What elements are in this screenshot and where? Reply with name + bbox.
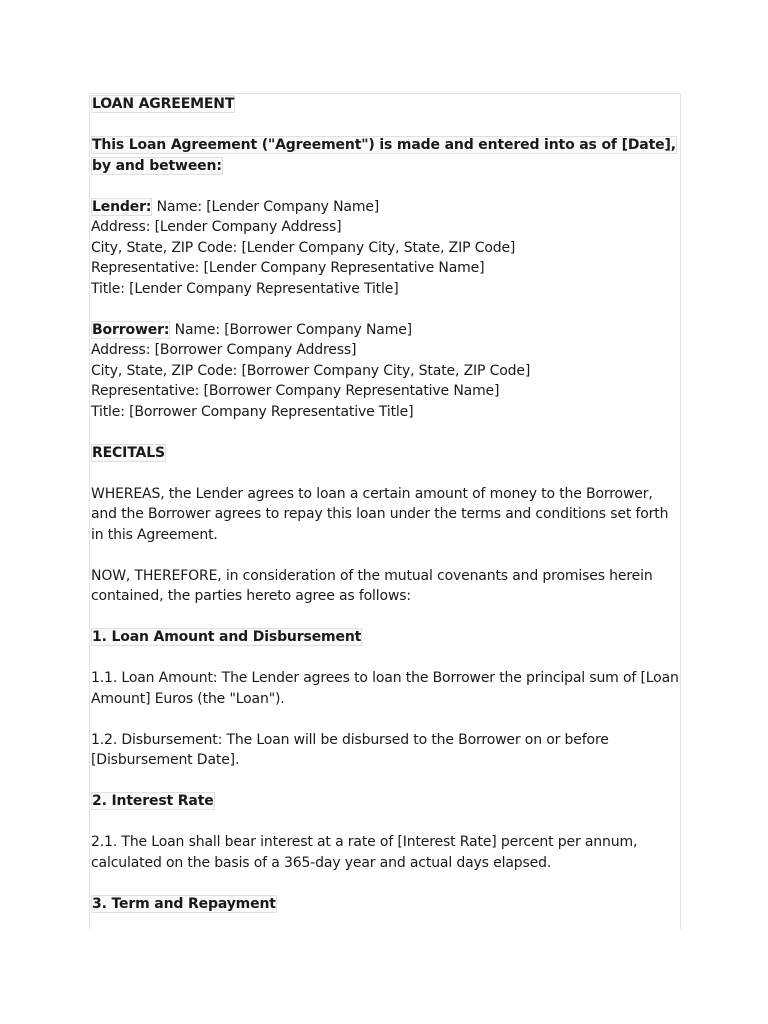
- now-therefore-paragraph: NOW, THEREFORE, in consideration of the mutual covenants and promises herein contained, the parties hereto agree as follows:: [91, 567, 653, 604]
- lender-representative: Representative: [Lender Company Representative Name]: [91, 260, 485, 276]
- section-2-1-paragraph: 2.1. The Loan shall bear interest at a rate of [Interest Rate] percent per annum, calculated on the basis of a 365-day year and actual days elapsed.: [91, 834, 638, 871]
- document-title: LOAN AGREEMENT: [92, 96, 235, 112]
- document-body: [90, 94, 680, 914]
- lender-address: Address: [Lender Company Address]: [91, 219, 342, 235]
- lender-name: Name: [Lender Company Name]: [156, 198, 380, 215]
- section-1-1-paragraph: 1.1. Loan Amount: The Lender agrees to loan the Borrower the principal sum of [Loan Amount] Euros (the "Loan").: [91, 670, 679, 707]
- section-3-heading: 3. Term and Repayment: [92, 895, 276, 912]
- borrower-block: [91, 320, 680, 423]
- section-2-heading: 2. Interest Rate: [92, 793, 214, 809]
- borrower-representative: Representative: [Borrower Company Representative Name]: [91, 383, 500, 399]
- lender-label: Lender:: [92, 198, 152, 215]
- section-1-heading: 1. Loan Amount and Disbursement: [92, 629, 362, 645]
- borrower-city: City, State, ZIP Code: [Borrower Company City, State, ZIP Code]: [91, 362, 531, 379]
- borrower-title: Title: [Borrower Company Representative Title]: [91, 403, 414, 420]
- lender-city: City, State, ZIP Code: [Lender Company City, State, ZIP Code]: [91, 239, 516, 256]
- intro-paragraph: This Loan Agreement ("Agreement") is made and entered into as of [Date], by and between:: [92, 137, 676, 174]
- recitals-heading: RECITALS: [92, 444, 165, 461]
- lender-title: Title: [Lender Company Representative Title]: [91, 280, 399, 297]
- lender-block: [91, 197, 680, 300]
- borrower-label: Borrower:: [92, 321, 170, 338]
- section-1-2-paragraph: 1.2. Disbursement: The Loan will be disbursed to the Borrower on or before [Disbursement Date].: [91, 731, 609, 768]
- borrower-name: Name: [Borrower Company Name]: [174, 321, 412, 338]
- lender-name-line: [91, 197, 680, 218]
- document-page: [89, 93, 681, 929]
- whereas-paragraph: WHEREAS, the Lender agrees to loan a certain amount of money to the Borrower, and the Borrower agrees to repay this loan under the terms and conditions set forth in this Agreement.: [91, 485, 669, 543]
- borrower-address: Address: [Borrower Company Address]: [91, 342, 357, 358]
- borrower-name-line: [91, 320, 680, 341]
